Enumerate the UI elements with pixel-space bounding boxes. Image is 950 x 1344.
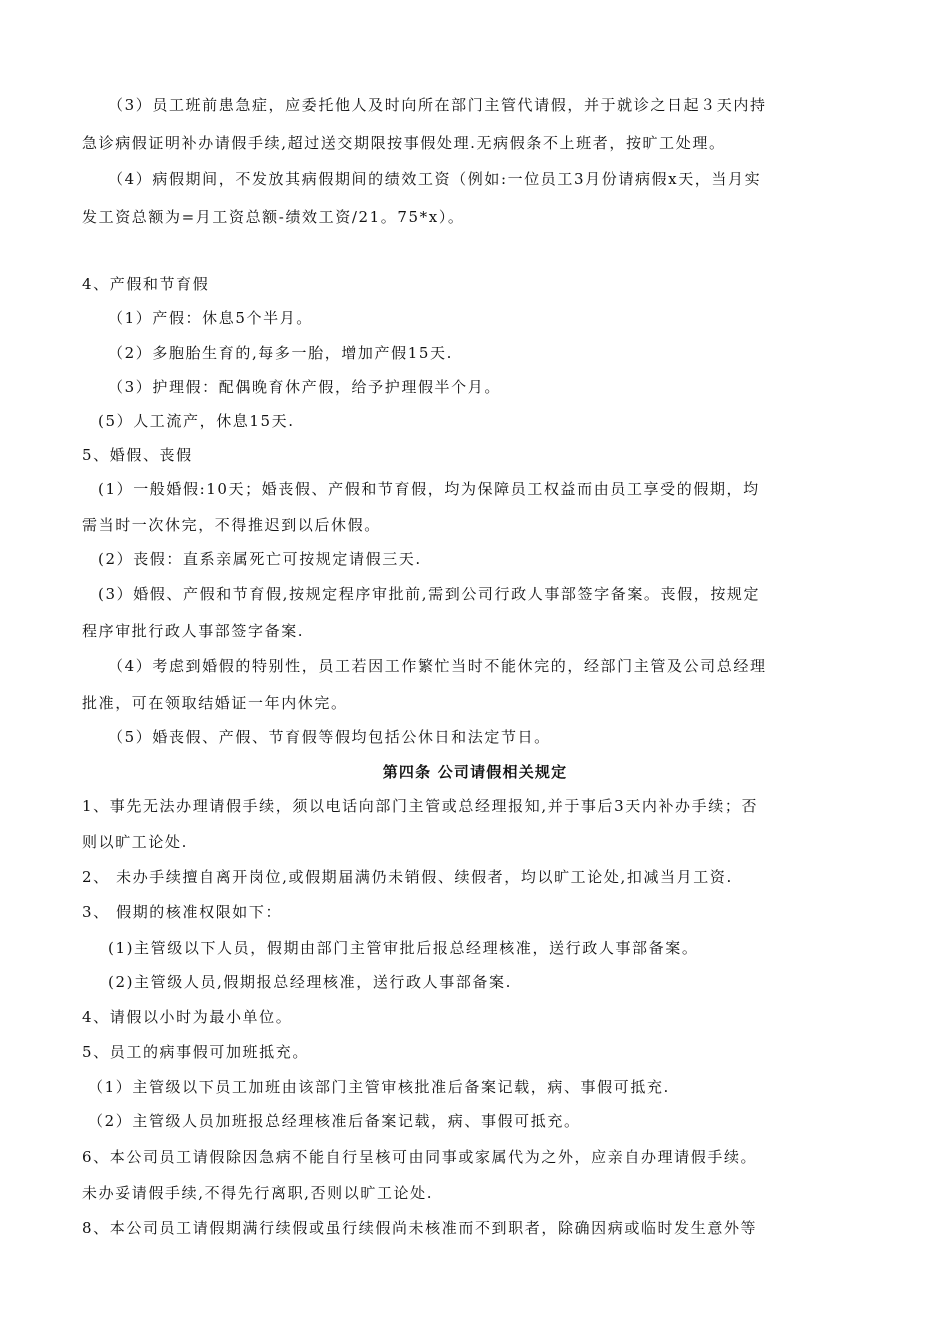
- text-line: （4）考虑到婚假的特别性，员工若因工作繁忙当时不能休完的，经部门主管及公司总经理: [108, 657, 767, 675]
- text-line: (3）婚假、产假和节育假,按规定程序审批前,需到公司行政人事部签字备案。丧假，按规定: [98, 585, 761, 603]
- text-line: 急诊病假证明补办请假手续,超过送交期限按事假处理.无病假条不上班者，按旷工处理。: [82, 134, 726, 152]
- text-line: (2）丧假：直系亲属死亡可按规定请假三天.: [98, 550, 422, 568]
- text-line: (1)主管级以下人员，假期由部门主管审批后报总经理核准，送行政人事部备案。: [108, 939, 699, 957]
- text-line: 4、请假以小时为最小单位。: [82, 1008, 293, 1026]
- text-line: （4）病假期间，不发放其病假期间的绩效工资（例如:一位员工3月份请病假x天，当月实: [108, 170, 762, 188]
- text-line: （2）主管级人员加班报总经理核准后备案记载，病、事假可抵充。: [88, 1112, 581, 1130]
- text-line: 6、本公司员工请假除因急病不能自行呈核可由同事或家属代为之外，应亲自办理请假手续。: [82, 1148, 758, 1166]
- text-line: 需当时一次休完，不得推迟到以后休假。: [82, 516, 381, 534]
- text-line: 2、 未办手续擅自离开岗位,或假期届满仍未销假、续假者，均以旷工论处,扣减当月工资.: [82, 868, 733, 886]
- text-line: 5、员工的病事假可加班抵充。: [82, 1043, 309, 1061]
- text-line: 未办妥请假手续,不得先行离职,否则以旷工论处.: [82, 1184, 434, 1202]
- text-line: 1、事先无法办理请假手续，须以电话向部门主管或总经理报知,并于事后3天内补办手续；否: [82, 797, 759, 815]
- text-line: （1）产假：休息5个半月。: [108, 309, 313, 327]
- section-heading: 第四条 公司请假相关规定: [382, 763, 568, 781]
- text-line: 5、婚假、丧假: [82, 446, 193, 464]
- text-line: （3）护理假：配偶晚育休产假，给予护理假半个月。: [108, 378, 501, 396]
- text-line: 批准，可在领取结婚证一年内休完。: [82, 694, 348, 712]
- text-line: （2）多胞胎生育的,每多一胎，增加产假15天.: [108, 344, 453, 362]
- text-line: 则以旷工论处.: [82, 833, 188, 851]
- text-line: 8、本公司员工请假期满行续假或虽行续假尚未核准而不到职者，除确因病或临时发生意外等: [82, 1219, 758, 1237]
- text-line: (1）一般婚假:10天；婚丧假、产假和节育假，均为保障员工权益而由员工享受的假期，均: [98, 480, 760, 498]
- text-line: （5）婚丧假、产假、节育假等假均包括公休日和法定节日。: [108, 728, 551, 746]
- text-line: （3）员工班前患急症，应委托他人及时向所在部门主管代请假，并于就诊之日起３天内持: [108, 96, 767, 114]
- text-line: (5）人工流产，休息15天.: [98, 412, 295, 430]
- text-line: (2)主管级人员,假期报总经理核准，送行政人事部备案.: [108, 973, 512, 991]
- text-line: 程序审批行政人事部签字备案.: [82, 622, 305, 640]
- text-line: 4、产假和节育假: [82, 275, 210, 293]
- text-line: 3、 假期的核准权限如下：: [82, 903, 283, 921]
- text-line: 发工资总额为=月工资总额-绩效工资/21。75*x）。: [82, 208, 465, 226]
- text-line: （1）主管级以下员工加班由该部门主管审核批准后备案记载，病、事假可抵充.: [88, 1078, 670, 1096]
